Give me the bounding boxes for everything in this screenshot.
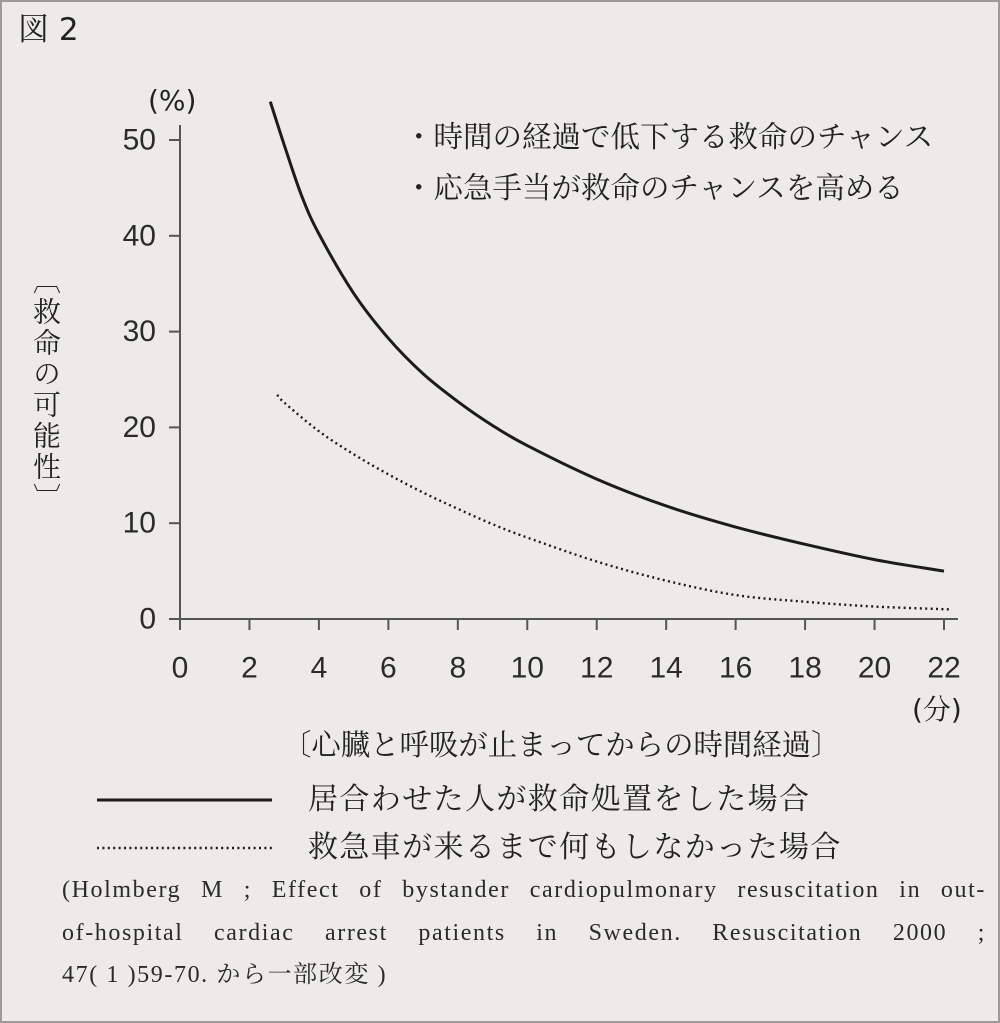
figure-label: 図 2 (18, 12, 79, 48)
x-tick-label: 18 (788, 651, 822, 685)
legend-label-solid: 居合わせた人が救命処置をした場合 (308, 782, 811, 817)
citation-line: (Holmberg M ; Effect of bystander cardiopulmonary resuscitation in out- (62, 877, 986, 903)
y-axis-unit: (%) (148, 84, 197, 117)
chart-annotation: ・時間の経過で低下する救命のチャンス (404, 120, 934, 154)
x-tick-label: 8 (449, 651, 467, 685)
x-tick-label: 20 (857, 651, 892, 685)
chart-annotation: ・応急手当が救命のチャンスを高める (404, 171, 904, 205)
x-tick-label: 16 (718, 651, 753, 685)
x-tick-label: 6 (380, 651, 397, 685)
x-tick-label: 0 (171, 651, 189, 685)
citation-line: 47( 1 )59-70. から一部改変 ) (62, 962, 388, 988)
y-tick-label: 40 (122, 219, 156, 253)
x-tick-label: 22 (927, 651, 961, 685)
x-tick-label: 10 (510, 651, 544, 685)
legend-label-dotted: 救急車が来るまで何もしなかった場合 (308, 830, 842, 865)
y-tick-label: 10 (122, 506, 156, 540)
y-tick-label: 20 (122, 410, 156, 444)
citation-line: of-hospital cardiac arrest patients in Sweden. Resuscitation 2000 ; (62, 920, 986, 946)
y-tick-label: 30 (122, 315, 156, 349)
x-tick-label: 12 (580, 651, 614, 685)
y-tick-label: 0 (139, 602, 156, 636)
y-axis-label: 〔救命の可能性〕 (29, 266, 62, 514)
x-tick-label: 14 (649, 651, 683, 685)
y-tick-label: 50 (122, 123, 156, 157)
x-tick-label: 4 (310, 651, 328, 685)
x-axis-label: 〔心臓と呼吸が止まってからの時間経過〕 (282, 728, 841, 762)
series-line-dotted (277, 395, 951, 610)
x-tick-label: 2 (241, 651, 258, 685)
x-axis-unit: (分) (912, 693, 962, 726)
